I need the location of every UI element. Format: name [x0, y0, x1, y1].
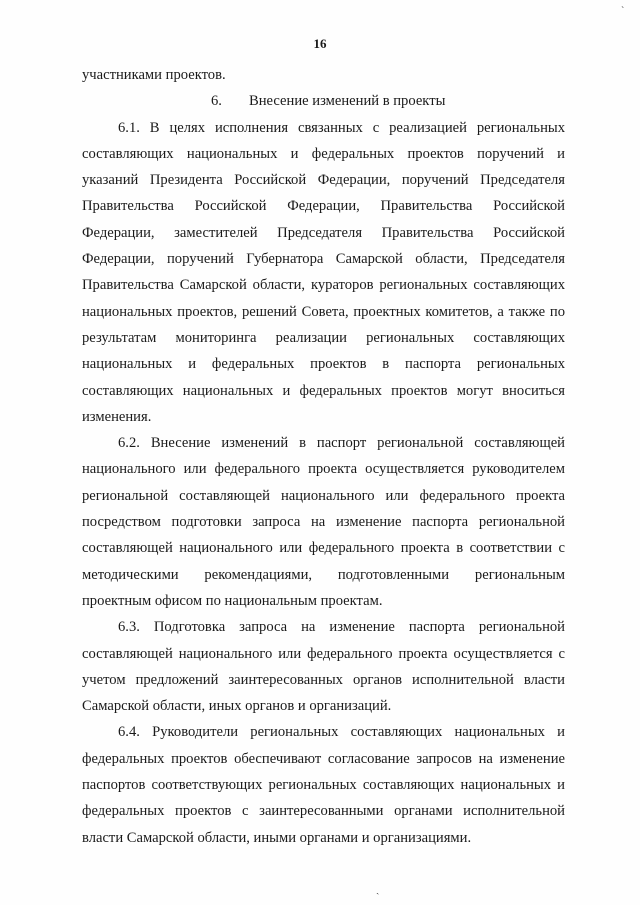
- paragraph-continuation: участниками проектов.: [82, 67, 226, 83]
- section-title: Внесение изменений в проекты: [249, 93, 446, 110]
- section-number: 6.: [211, 93, 222, 110]
- section-heading: [82, 88, 565, 114]
- page-number: 16: [313, 36, 327, 51]
- paragraph-6-1: 6.1. В целях исполнения связанных с реализацией региональных составляющих национальных и федеральных проектов поручений и указаний Президента Российской Федерации, поручений Председателя Правительства Российской Федерации, Правительства Российской Федерации, заместителей Председателя Правительства Российской Федерации, поручений Губернатора Самарской области, Председателя Правительства Самарской области, кураторов региональных составляющих национальных проектов, решений Совета, проектных комитетов, а также по результатам мониторинга реализации региональных составляющих национальных и федеральных проектов в паспорта региональных составляющих национальных и федеральных проектов могут вноситься изменения.: [82, 119, 565, 425]
- paragraph-6-3: 6.3. Подготовка запроса на изменение паспорта региональной составляющей национального или федерального проекта осуществляется с учетом предложений заинтересованных органов исполнительной власти Самарской области, иных органов и организаций.: [82, 619, 565, 715]
- scan-artifact-mark: ˎ: [376, 884, 380, 895]
- scan-artifact-mark: ˋ: [621, 6, 625, 17]
- document-body: [82, 62, 565, 851]
- paragraph-6-2: 6.2. Внесение изменений в паспорт региональной составляющей национального или федерального проекта осуществляется руководителем региональной составляющей национального или федерального проекта посредством подготовки запроса на изменение паспорта региональной составляющей национального или федерального проекта в соответствии с методическими рекомендациями, подготовленными региональным проектным офисом по национальным проектам.: [82, 435, 565, 609]
- paragraph-6-4: 6.4. Руководители региональных составляющих национальных и федеральных проектов обеспечивают согласование запросов на изменение паспортов соответствующих региональных составляющих национальных и федеральных проектов с заинтересованными органами исполнительной власти Самарской области, иными органами и организациями.: [82, 724, 565, 846]
